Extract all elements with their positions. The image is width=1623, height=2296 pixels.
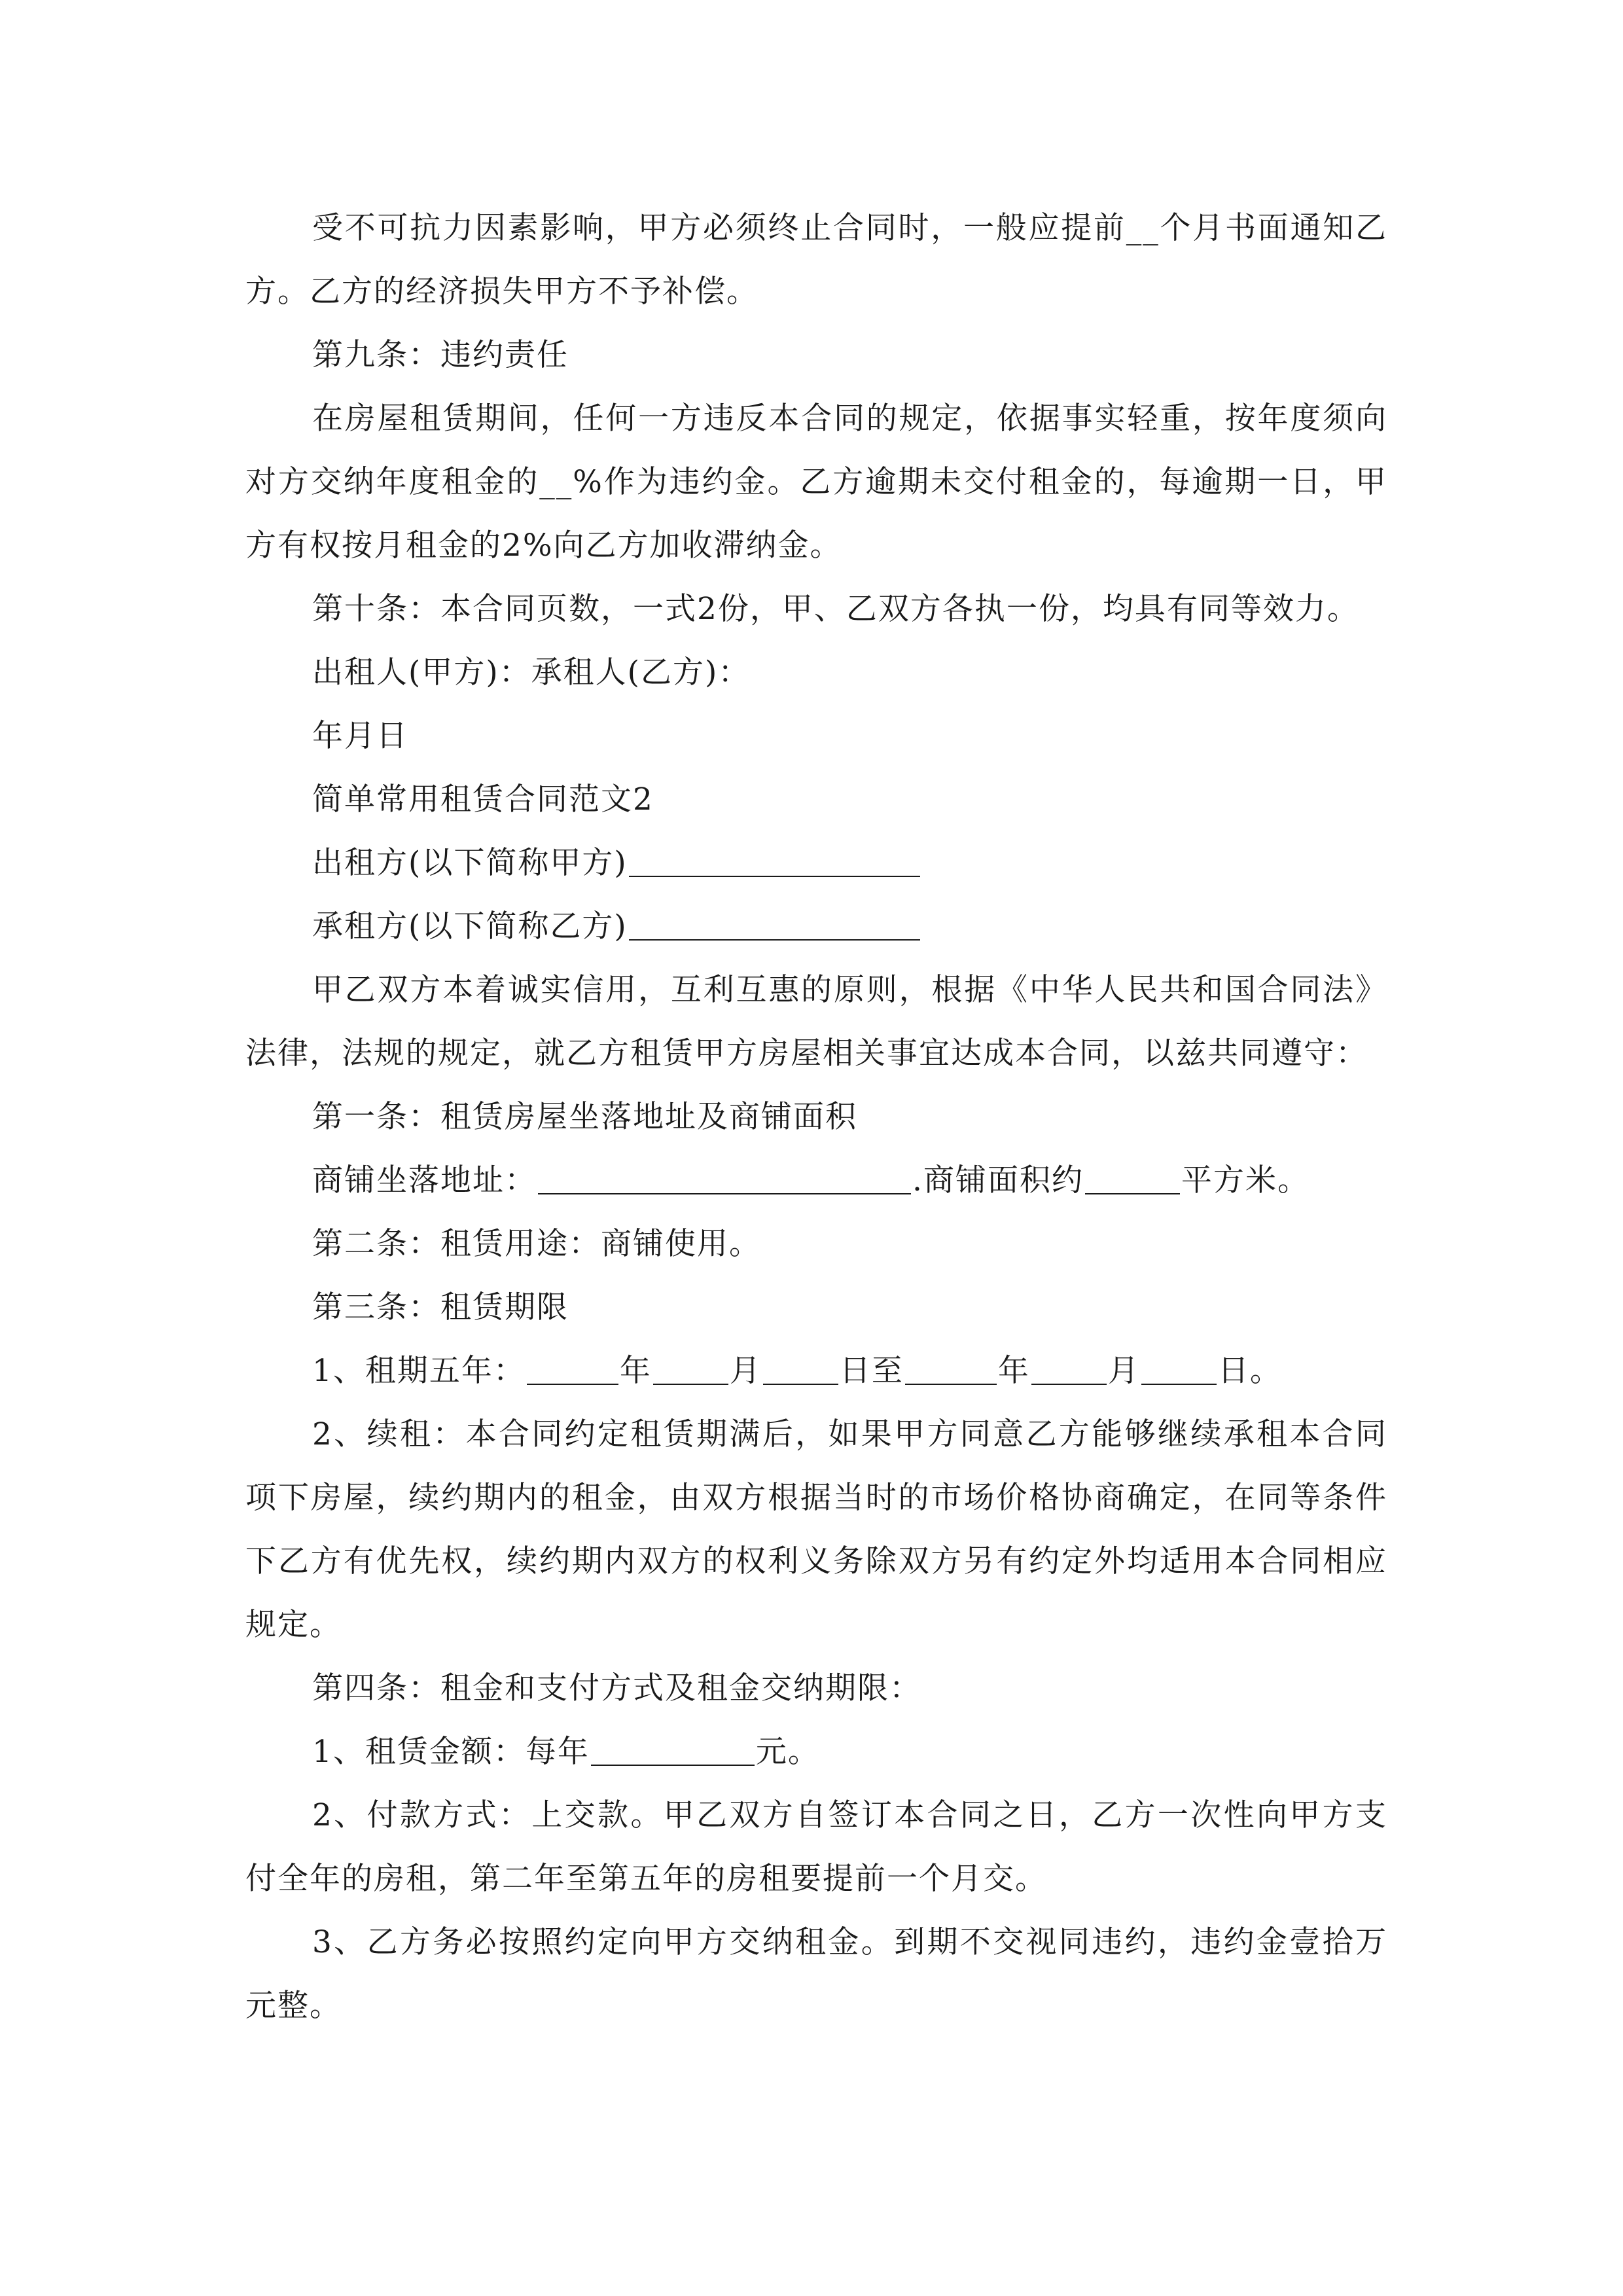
shop-area-unit: 平方米。 xyxy=(1181,1162,1310,1198)
end-day-blank[interactable] xyxy=(1141,1353,1217,1385)
paragraph-force-majeure: 受不可抗力因素影响，甲方必须终止合同时，一般应提前__个月书面通知乙方。乙方的经济损失甲方不予补偿。 xyxy=(245,210,1387,310)
article-10-copies: 第十条：本合同页数，一式2份，甲、乙双方各执一份，均具有同等效力。 xyxy=(312,591,1359,627)
lessee-blank[interactable] xyxy=(629,908,920,941)
shop-area-blank[interactable] xyxy=(1085,1162,1180,1194)
shop-address-line xyxy=(245,1149,1387,1212)
rent-amount-label: 1、租赁金额：每年 xyxy=(312,1734,590,1770)
shop-area-label: .商铺面积约 xyxy=(912,1162,1084,1198)
paragraph-breach-liability: 在房屋租赁期间，任何一方违反本合同的规定，依据事实轻重，按年度须向对方交纳年度租金的__%作为违约金。乙方逾期未交付租金的，每逾期一日，甲方有权按月租金的2%向乙方加收滞纳金。 xyxy=(245,401,1387,564)
lease-term-line xyxy=(245,1339,1387,1403)
article-3-heading: 第三条：租赁期限 xyxy=(312,1289,569,1325)
paragraph-renewal: 2、续租：本合同约定租赁期满后，如果甲方同意乙方能够继续承租本合同项下房屋，续约期内的租金，由双方根据当时的市场价格协商确定，在同等条件下乙方有优先权，续约期内双方的权利义务除双方另有约定外均适用本合同相应规定。 xyxy=(245,1416,1387,1643)
article-4-heading: 第四条：租金和支付方式及租金交纳期限： xyxy=(312,1670,921,1706)
lessee-label: 承租方(以下简称乙方) xyxy=(312,908,628,944)
lessee-line xyxy=(245,895,1387,958)
section-title-sample-2: 简单常用租赁合同范文2 xyxy=(312,781,654,817)
lessor-label: 出租方(以下简称甲方) xyxy=(312,845,628,881)
end-day-label: 日。 xyxy=(1217,1353,1282,1389)
paragraph-payment-method: 2、付款方式：上交款。甲乙双方自签订本合同之日，乙方一次性向甲方支付全年的房租，第二年至第五年的房租要提前一个月交。 xyxy=(245,1797,1387,1897)
start-year-blank[interactable] xyxy=(527,1353,618,1385)
paragraph-preamble: 甲乙双方本着诚实信用，互利互惠的原则，根据《中华人民共和国合同法》法律，法规的规定，就乙方租赁甲方房屋相关事宜达成本合同，以兹共同遵守： xyxy=(245,972,1387,1071)
end-year-label: 年 xyxy=(997,1353,1030,1389)
shop-address-blank[interactable] xyxy=(538,1162,911,1194)
lessor-line xyxy=(245,831,1387,895)
paragraph-payment-obligation: 3、乙方务必按照约定向甲方交纳租金。到期不交视同违约，违约金壹拾万元整。 xyxy=(245,1924,1387,2024)
article-1-heading: 第一条：租赁房屋坐落地址及商铺面积 xyxy=(312,1099,857,1135)
shop-address-label: 商铺坐落地址： xyxy=(312,1162,537,1198)
end-month-blank[interactable] xyxy=(1031,1353,1107,1385)
signature-parties-line: 出租人(甲方)：承租人(乙方)： xyxy=(312,655,751,691)
end-month-label: 月 xyxy=(1107,1353,1140,1389)
rent-amount-line xyxy=(245,1720,1387,1784)
end-year-blank[interactable] xyxy=(905,1353,997,1385)
lease-term-label: 1、租期五年： xyxy=(312,1353,526,1389)
start-day-blank[interactable] xyxy=(763,1353,838,1385)
lessor-blank[interactable] xyxy=(629,845,920,877)
rent-amount-unit: 元。 xyxy=(755,1734,820,1770)
article-9-heading: 第九条：违约责任 xyxy=(312,337,569,373)
start-month-label: 月 xyxy=(729,1353,762,1389)
start-month-blank[interactable] xyxy=(653,1353,728,1385)
article-2-usage: 第二条：租赁用途：商铺使用。 xyxy=(312,1226,761,1262)
date-line: 年月日 xyxy=(312,718,408,754)
start-day-label: 日至 xyxy=(839,1353,904,1389)
start-year-label: 年 xyxy=(619,1353,652,1389)
rent-amount-blank[interactable] xyxy=(591,1734,755,1766)
